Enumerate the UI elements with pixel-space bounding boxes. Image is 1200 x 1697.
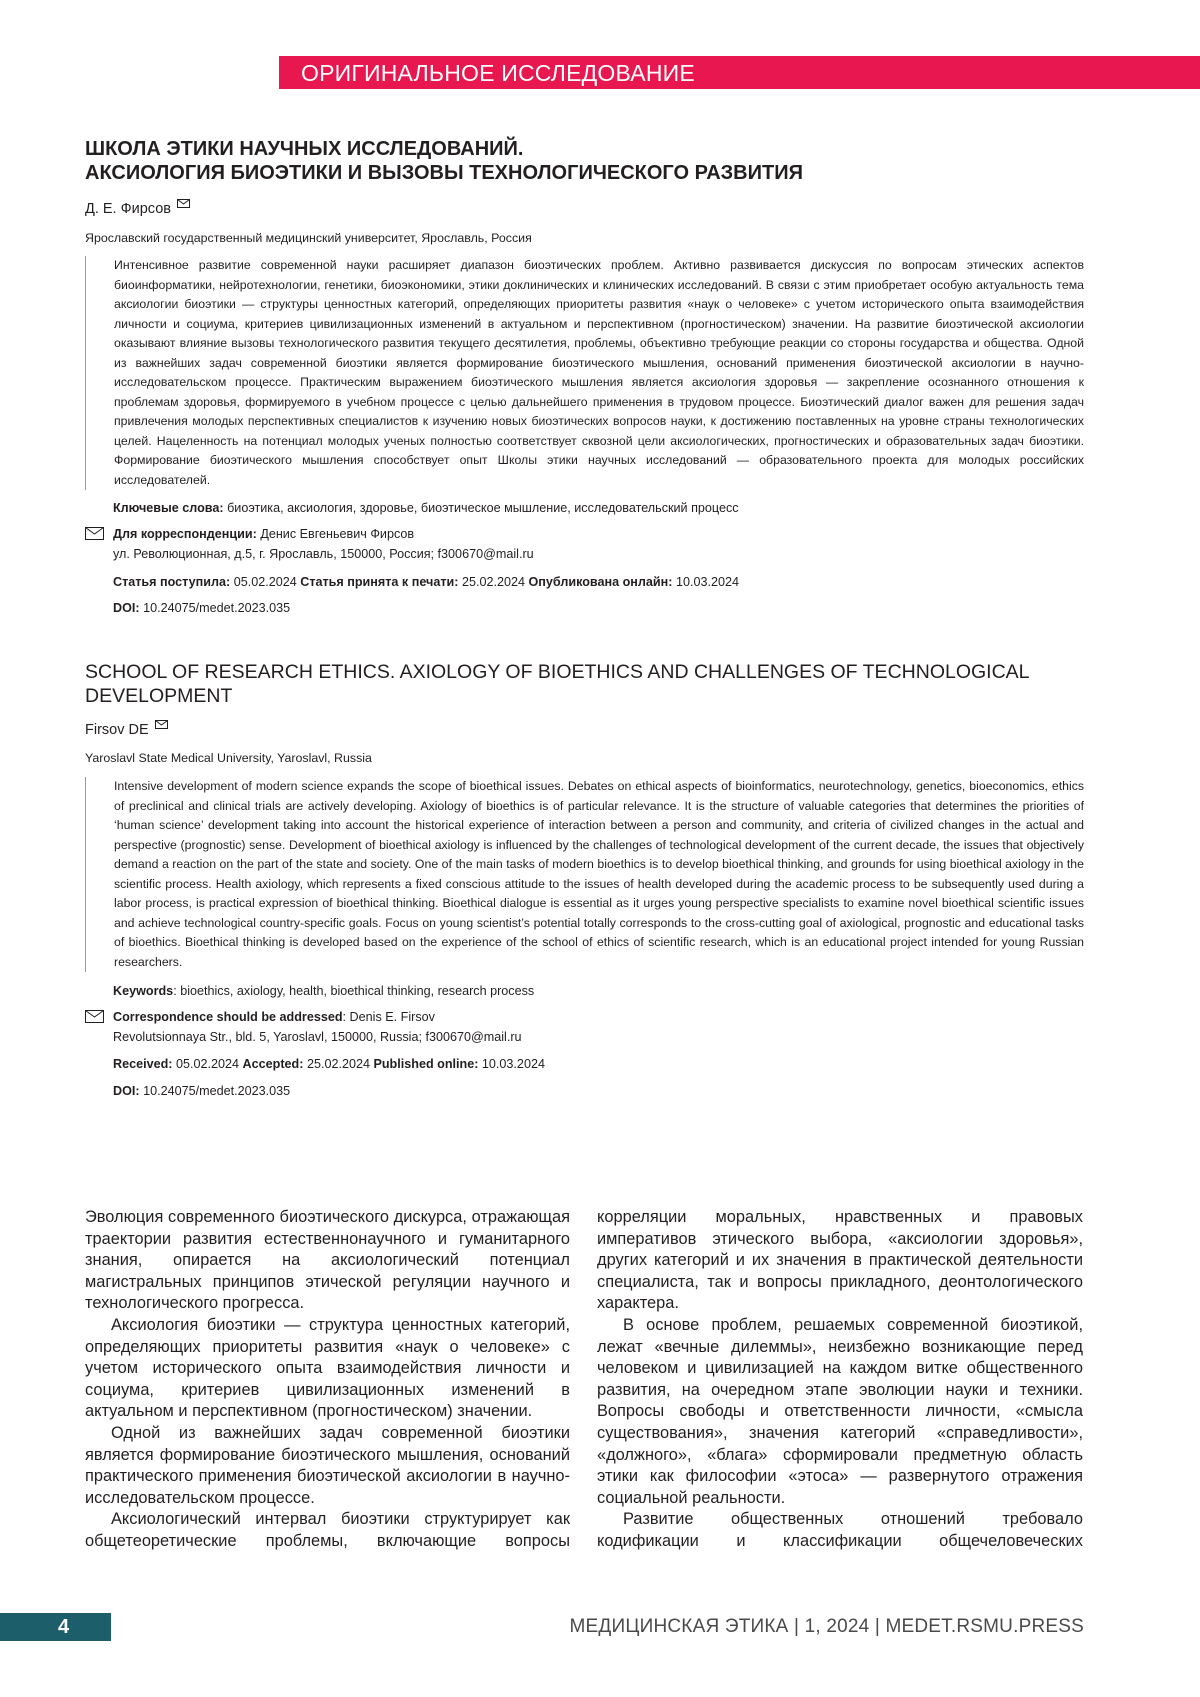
published-en: 10.03.2024 — [481, 1057, 545, 1071]
dates-ru — [113, 574, 1083, 590]
title-ru-line2: АКСИОЛОГИЯ БИОЭТИКИ И ВЫЗОВЫ ТЕХНОЛОГИЧЕСКОГО РАЗВИТИЯ — [85, 162, 803, 184]
dates-en — [113, 1056, 1083, 1072]
keywords-en-text: : bioethics, axiology, health, bioethical thinking, research process — [173, 984, 535, 998]
author-en — [85, 720, 168, 739]
body-paragraph: Аксиологический интервал биоэтики структурирует как общетеоретические проблемы, включающие вопросы — [85, 1510, 570, 1550]
corr-ru-name: Денис Евгеньевич Фирсов — [260, 527, 415, 541]
accepted-en-label: Accepted: — [242, 1057, 304, 1071]
section-label: ОРИГИНАЛЬНОЕ ИССЛЕДОВАНИЕ — [301, 60, 695, 86]
published-ru-label: Опубликована онлайн: — [528, 575, 673, 589]
envelope-icon — [85, 527, 104, 540]
title-en-line1: SCHOOL OF RESEARCH ETHICS. AXIOLOGY OF BIOETHICS AND CHALLENGES OF TECHNOLOGICAL — [85, 661, 1030, 683]
received-en-label: Received: — [113, 1057, 173, 1071]
accepted-ru: 25.02.2024 — [461, 575, 525, 589]
keywords-en-label: Keywords — [113, 984, 174, 998]
correspondence-en — [113, 1009, 1083, 1025]
published-ru: 10.03.2024 — [675, 575, 739, 589]
body-column-left — [85, 1207, 570, 1553]
envelope-icon — [177, 199, 190, 208]
keywords-ru-text: биоэтика, аксиология, здоровье, биоэтическое мышление, исследовательский процесс — [227, 501, 739, 515]
doi-en-label: DOI: — [113, 1084, 140, 1098]
corr-en-label: Correspondence should be addressed — [113, 1010, 343, 1024]
correspondence-ru — [113, 526, 1083, 542]
keywords-en — [113, 983, 1083, 999]
corr-en-name: : Denis E. Firsov — [342, 1010, 435, 1024]
abstract-en: Intensive development of modern science expands the scope of bioethical issues. Debates on ethical aspects of bioinformatics, neurotechnology, genetics, bioeconomics, ethics of preclinical and clinical trials are actively developing. Axiology of bioethics is of particular relevance. It is the structure of valuable categories that determines the priorities of ‘human science’ development taking into account the historical experience of interaction between a person and community, and criteria of civilized changes in the actual and perspective (prognostic) sense. Development of bioethical axiology is influenced by the challenges of technological development of the current decade, the issues that objectively demand a reaction on the part of the state and society. One of the main tasks of modern bioethics is to develop bioethical thinking, and grounds for using bioethical axiology in the scientific process. Health axiology, which represents a fixed conscious attitude to the issues of health developed during the academic process to be subsequently used during a labor process, is practical expression of bioethical thinking. Bioethical dialogue is essential as it urges young perspective specialists to examine novel bioethical scientific issues and achieve technological country-specific goals. Focus on young scientist’s potential totally corresponds to the cross-cutting goal of axiological, prognostic and educational tasks of bioethics. Bioethical thinking is developed based on the experience of the school of ethics of scientific research, which is an educational project intended for young Russian researchers. — [85, 777, 1084, 972]
accepted-ru-label: Статья принята к печати: — [300, 575, 459, 589]
body-paragraph: Одной из важнейших задач современной биоэтики является формирование биоэтического мышления, оснований практического применения биоэтической аксиологии в научно-исследовательском процессе. — [85, 1423, 570, 1507]
journal-footer: МЕДИЦИНСКАЯ ЭТИКА | 1, 2024 | MEDET.RSMU.PRESS — [569, 1616, 1084, 1637]
published-en-label: Published online: — [373, 1057, 479, 1071]
corr-ru-label: Для корреспонденции: — [113, 527, 257, 541]
body-column-right — [597, 1207, 1083, 1553]
title-en-line2: DEVELOPMENT — [85, 685, 233, 707]
doi-ru-label: DOI: — [113, 601, 140, 615]
doi-en — [113, 1083, 1083, 1099]
doi-ru-value: 10.24075/medet.2023.035 — [143, 601, 291, 615]
article-title-ru — [85, 137, 1085, 185]
body-paragraph: В основе проблем, решаемых современной биоэтикой, лежат «вечные дилеммы», неизбежно возникающие перед человеком и цивилизацией на каждом витке общественного развития, на очередном этапе эволюции науки и техники. Вопросы свободы и ответственности личности, «смысла существования», значения категорий «справедливости», «должного», «блага» сформировали предметную область этики как философии «этоса» — развернутого отражения социальной реальности. — [597, 1315, 1083, 1507]
received-ru: 05.02.2024 — [233, 575, 297, 589]
page-number: 4 — [58, 1616, 70, 1638]
envelope-icon — [155, 720, 168, 729]
title-ru-line1: ШКОЛА ЭТИКИ НАУЧНЫХ ИССЛЕДОВАНИЙ. — [85, 138, 524, 160]
received-en: 05.02.2024 — [176, 1057, 240, 1071]
keywords-ru-label: Ключевые слова: — [113, 501, 224, 515]
doi-ru — [113, 600, 1083, 616]
accepted-en: 25.02.2024 — [306, 1057, 370, 1071]
affiliation-en: Yaroslavl State Medical University, Yaroslavl, Russia — [85, 751, 372, 765]
body-paragraph: Развитие общественных отношений требовало кодификации и классификации общечеловеческих — [597, 1510, 1083, 1550]
received-ru-label: Статья поступила: — [113, 575, 231, 589]
author-ru-name: Д. Е. Фирсов — [85, 201, 171, 217]
envelope-icon — [85, 1010, 104, 1023]
author-ru — [85, 199, 190, 218]
corr-ru-address: ул. Революционная, д.5, г. Ярославль, 150000, Россия; f300670@mail.ru — [113, 547, 534, 561]
affiliation-ru: Ярославский государственный медицинский университет, Ярославль, Россия — [85, 231, 532, 245]
body-paragraph: корреляции моральных, нравственных и правовых императивов этического выбора, «аксиологии здоровья», других категорий и их значения в практической деятельности специалиста, так и вопросы прикладного, деонтологического характера. — [597, 1208, 1083, 1313]
article-title-en — [85, 660, 1085, 708]
keywords-ru — [113, 500, 1083, 516]
body-paragraph: Аксиология биоэтики — структура ценностных категорий, определяющих приоритеты развития «наук о человеке» с учетом исторического опыта взаимодействия личности и социума, критериев цивилизационных изменений в актуальном и перспективном (прогностическом) значении. — [85, 1315, 570, 1421]
body-paragraph: Эволюция современного биоэтического дискурса, отражающая траектории развития естественнонаучного и гуманитарного знания, опирается на аксиологический потенциал магистральных принципов этической регуляции научного и технологического прогресса. — [85, 1208, 570, 1313]
page-number-box — [0, 1613, 111, 1641]
section-banner — [279, 56, 1200, 89]
doi-en-value: 10.24075/medet.2023.035 — [143, 1084, 291, 1098]
abstract-ru: Интенсивное развитие современной науки расширяет диапазон биоэтических проблем. Активно развивается дискуссия по вопросам этических аспектов биоинформатики, нейротехнологии, генетики, биоэкономики, этики доклинических и клинических исследований. В связи с этим приобретает особую актуальность тема аксиологии биоэтики — структуры ценностных категорий, определяющих приоритеты развития «наук о человеке» с учетом исторического опыта взаимодействия личности и социума, критериев цивилизационных изменений в актуальном и перспективном (прогностическом) значении. На развитие биоэтической аксиологии оказывают влияние вызовы технологического развития текущего десятилетия, проблемы, объективно требующие реакции со стороны государства и общества. Одной из важнейших задач современной биоэтики является формирование биоэтического мышления, оснований применения биоэтической аксиологии в научно-исследовательском процессе. Практическим выражением биоэтического мышления является аксиология здоровья — закрепление осознанного отношения к проблемам здоровья, формируемого в учебном процессе с целью дальнейшего применения в трудовом процессе. Биоэтический диалог важен для решения задач привлечения молодых перспективных специалистов к изучению новых биоэтических вопросов науки, к достижению поставленных на уровне страны технологических целей. Нацеленность на потенциал молодых ученых полностью соответствует сквозной цели аксиологических, прогностических и образовательных задач биоэтики. Формирование биоэтического мышления способствует опыт Школы этики научных исследований — образовательного проекта для молодых российских исследователей. — [85, 256, 1084, 490]
author-en-name: Firsov DE — [85, 722, 149, 738]
corr-en-address: Revolutsionnaya Str., bld. 5, Yaroslavl, 150000, Russia; f300670@mail.ru — [113, 1030, 522, 1044]
